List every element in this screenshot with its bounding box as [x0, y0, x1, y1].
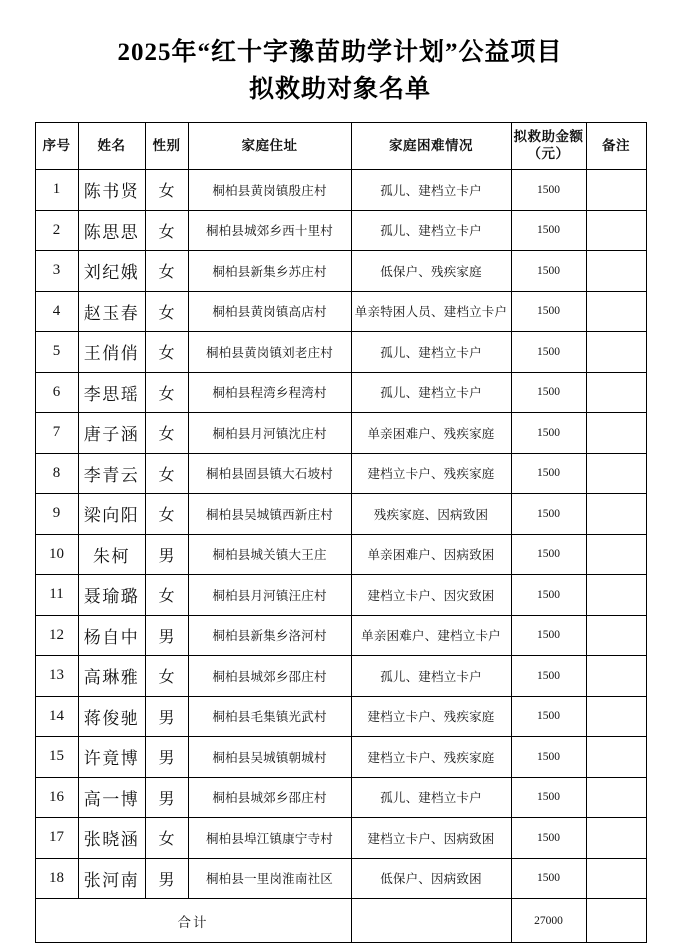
table-row: [35, 332, 646, 373]
cell-gender: 女: [145, 413, 188, 454]
cell-address: 桐柏县黄岗镇刘老庄村: [188, 332, 351, 373]
cell-address: 桐柏县城郊乡西十里村: [188, 210, 351, 251]
table-row: [35, 575, 646, 616]
cell-amount: 1500: [511, 372, 586, 413]
cell-gender: 男: [145, 737, 188, 778]
cell-remark: [586, 332, 646, 373]
cell-index: 17: [35, 818, 78, 859]
cell-remark: [586, 534, 646, 575]
cell-amount: 1500: [511, 534, 586, 575]
cell-remark: [586, 575, 646, 616]
table-footer: [35, 899, 646, 943]
cell-name: 梁向阳: [78, 494, 145, 535]
cell-name: 李思瑶: [78, 372, 145, 413]
total-remark: [586, 899, 646, 943]
cell-address: 桐柏县新集乡苏庄村: [188, 251, 351, 292]
cell-gender: 女: [145, 453, 188, 494]
cell-gender: 女: [145, 291, 188, 332]
cell-address: 桐柏县城郊乡邵庄村: [188, 777, 351, 818]
cell-name: 王俏俏: [78, 332, 145, 373]
table-row: [35, 737, 646, 778]
cell-name: 聂瑜璐: [78, 575, 145, 616]
cell-gender: 男: [145, 615, 188, 656]
cell-index: 2: [35, 210, 78, 251]
cell-index: 3: [35, 251, 78, 292]
cell-amount: 1500: [511, 494, 586, 535]
cell-name: 李青云: [78, 453, 145, 494]
cell-amount: 1500: [511, 453, 586, 494]
cell-remark: [586, 413, 646, 454]
cell-address: 桐柏县固县镇大石坡村: [188, 453, 351, 494]
cell-difficulty: 低保户、因病致困: [351, 858, 511, 899]
roster-table-container: [35, 122, 646, 943]
cell-amount: 1500: [511, 170, 586, 211]
table-row: [35, 494, 646, 535]
cell-remark: [586, 858, 646, 899]
cell-amount: 1500: [511, 291, 586, 332]
cell-difficulty: 建档立卡户、因病致困: [351, 818, 511, 859]
cell-index: 13: [35, 656, 78, 697]
cell-name: 杨自中: [78, 615, 145, 656]
cell-difficulty: 单亲困难户、残疾家庭: [351, 413, 511, 454]
cell-name: 刘纪娥: [78, 251, 145, 292]
cell-name: 朱柯: [78, 534, 145, 575]
cell-name: 高琳雅: [78, 656, 145, 697]
cell-difficulty: 孤儿、建档立卡户: [351, 656, 511, 697]
cell-gender: 女: [145, 575, 188, 616]
cell-name: 赵玉春: [78, 291, 145, 332]
cell-address: 桐柏县埠江镇康宁寺村: [188, 818, 351, 859]
cell-difficulty: 孤儿、建档立卡户: [351, 210, 511, 251]
cell-address: 桐柏县月河镇汪庄村: [188, 575, 351, 616]
cell-amount: 1500: [511, 575, 586, 616]
cell-difficulty: 残疾家庭、因病致困: [351, 494, 511, 535]
column-header-name: 姓名: [78, 123, 145, 170]
cell-difficulty: 建档立卡户、残疾家庭: [351, 696, 511, 737]
table-row: [35, 372, 646, 413]
cell-address: 桐柏县吴城镇朝城村: [188, 737, 351, 778]
cell-address: 桐柏县黄岗镇高店村: [188, 291, 351, 332]
cell-index: 11: [35, 575, 78, 616]
cell-index: 5: [35, 332, 78, 373]
cell-remark: [586, 696, 646, 737]
cell-name: 蒋俊驰: [78, 696, 145, 737]
cell-amount: 1500: [511, 210, 586, 251]
cell-difficulty: 单亲困难户、建档立卡户: [351, 615, 511, 656]
cell-name: 张河南: [78, 858, 145, 899]
table-row: [35, 656, 646, 697]
table-header: [35, 123, 646, 170]
cell-gender: 男: [145, 534, 188, 575]
column-header-index: 序号: [35, 123, 78, 170]
table-row: [35, 534, 646, 575]
table-row: [35, 818, 646, 859]
cell-index: 8: [35, 453, 78, 494]
cell-remark: [586, 615, 646, 656]
cell-amount: 1500: [511, 251, 586, 292]
cell-gender: 男: [145, 858, 188, 899]
cell-address: 桐柏县城郊乡邵庄村: [188, 656, 351, 697]
cell-remark: [586, 494, 646, 535]
cell-gender: 男: [145, 696, 188, 737]
cell-difficulty: 建档立卡户、因灾致困: [351, 575, 511, 616]
cell-remark: [586, 372, 646, 413]
cell-gender: 女: [145, 372, 188, 413]
cell-index: 7: [35, 413, 78, 454]
cell-amount: 1500: [511, 737, 586, 778]
cell-difficulty: 孤儿、建档立卡户: [351, 372, 511, 413]
cell-difficulty: 单亲特困人员、建档立卡户: [351, 291, 511, 332]
cell-remark: [586, 251, 646, 292]
cell-index: 12: [35, 615, 78, 656]
column-header-address: 家庭住址: [188, 123, 351, 170]
table-row: [35, 170, 646, 211]
cell-remark: [586, 777, 646, 818]
table-row: [35, 453, 646, 494]
cell-remark: [586, 170, 646, 211]
cell-name: 陈书贤: [78, 170, 145, 211]
cell-gender: 女: [145, 656, 188, 697]
cell-remark: [586, 818, 646, 859]
cell-gender: 女: [145, 210, 188, 251]
cell-address: 桐柏县毛集镇光武村: [188, 696, 351, 737]
cell-difficulty: 单亲困难户、因病致困: [351, 534, 511, 575]
cell-remark: [586, 656, 646, 697]
column-header-gender: 性别: [145, 123, 188, 170]
table-row: [35, 696, 646, 737]
cell-address: 桐柏县黄岗镇殷庄村: [188, 170, 351, 211]
table-row: [35, 777, 646, 818]
cell-amount: 1500: [511, 696, 586, 737]
column-header-difficulty: 家庭困难情况: [351, 123, 511, 170]
cell-index: 15: [35, 737, 78, 778]
title-line-secondary: 拟救助对象名单: [248, 76, 431, 103]
cell-difficulty: 低保户、残疾家庭: [351, 251, 511, 292]
header-row: [35, 123, 646, 170]
cell-gender: 女: [145, 251, 188, 292]
title-line-primary: 2025年“红十字豫苗助学计划”公益项目: [117, 39, 563, 66]
column-header-remark: 备注: [586, 123, 646, 170]
document-title: [0, 0, 680, 108]
cell-difficulty: 建档立卡户、残疾家庭: [351, 453, 511, 494]
cell-amount: 1500: [511, 413, 586, 454]
cell-index: 9: [35, 494, 78, 535]
cell-amount: 1500: [511, 656, 586, 697]
cell-remark: [586, 291, 646, 332]
cell-address: 桐柏县程湾乡程湾村: [188, 372, 351, 413]
total-amount: 27000: [511, 899, 586, 943]
table-row: [35, 210, 646, 251]
total-row: [35, 899, 646, 943]
cell-difficulty: 建档立卡户、残疾家庭: [351, 737, 511, 778]
cell-name: 高一博: [78, 777, 145, 818]
cell-address: 桐柏县月河镇沈庄村: [188, 413, 351, 454]
table-row: [35, 413, 646, 454]
cell-address: 桐柏县城关镇大王庄: [188, 534, 351, 575]
cell-amount: 1500: [511, 777, 586, 818]
cell-gender: 女: [145, 494, 188, 535]
column-header-amount: 拟救助金额（元）: [511, 123, 586, 170]
cell-difficulty: 孤儿、建档立卡户: [351, 777, 511, 818]
cell-remark: [586, 210, 646, 251]
cell-gender: 女: [145, 170, 188, 211]
cell-difficulty: 孤儿、建档立卡户: [351, 170, 511, 211]
cell-index: 14: [35, 696, 78, 737]
cell-difficulty: 孤儿、建档立卡户: [351, 332, 511, 373]
cell-address: 桐柏县一里岗淮南社区: [188, 858, 351, 899]
total-label: 合计: [35, 899, 351, 943]
table-body: [35, 170, 646, 899]
cell-index: 18: [35, 858, 78, 899]
table-row: [35, 615, 646, 656]
cell-remark: [586, 453, 646, 494]
cell-amount: 1500: [511, 332, 586, 373]
table-row: [35, 291, 646, 332]
cell-index: 1: [35, 170, 78, 211]
cell-index: 6: [35, 372, 78, 413]
cell-gender: 女: [145, 818, 188, 859]
cell-name: 唐子涵: [78, 413, 145, 454]
total-difficulty: [351, 899, 511, 943]
cell-index: 16: [35, 777, 78, 818]
cell-name: 许竟博: [78, 737, 145, 778]
cell-remark: [586, 737, 646, 778]
table-row: [35, 858, 646, 899]
table-row: [35, 251, 646, 292]
cell-gender: 男: [145, 777, 188, 818]
roster-table: [35, 122, 647, 943]
cell-amount: 1500: [511, 818, 586, 859]
cell-gender: 女: [145, 332, 188, 373]
cell-index: 10: [35, 534, 78, 575]
cell-amount: 1500: [511, 615, 586, 656]
cell-address: 桐柏县吴城镇西新庄村: [188, 494, 351, 535]
cell-address: 桐柏县新集乡洛河村: [188, 615, 351, 656]
cell-name: 张晓涵: [78, 818, 145, 859]
cell-index: 4: [35, 291, 78, 332]
cell-amount: 1500: [511, 858, 586, 899]
cell-name: 陈思思: [78, 210, 145, 251]
